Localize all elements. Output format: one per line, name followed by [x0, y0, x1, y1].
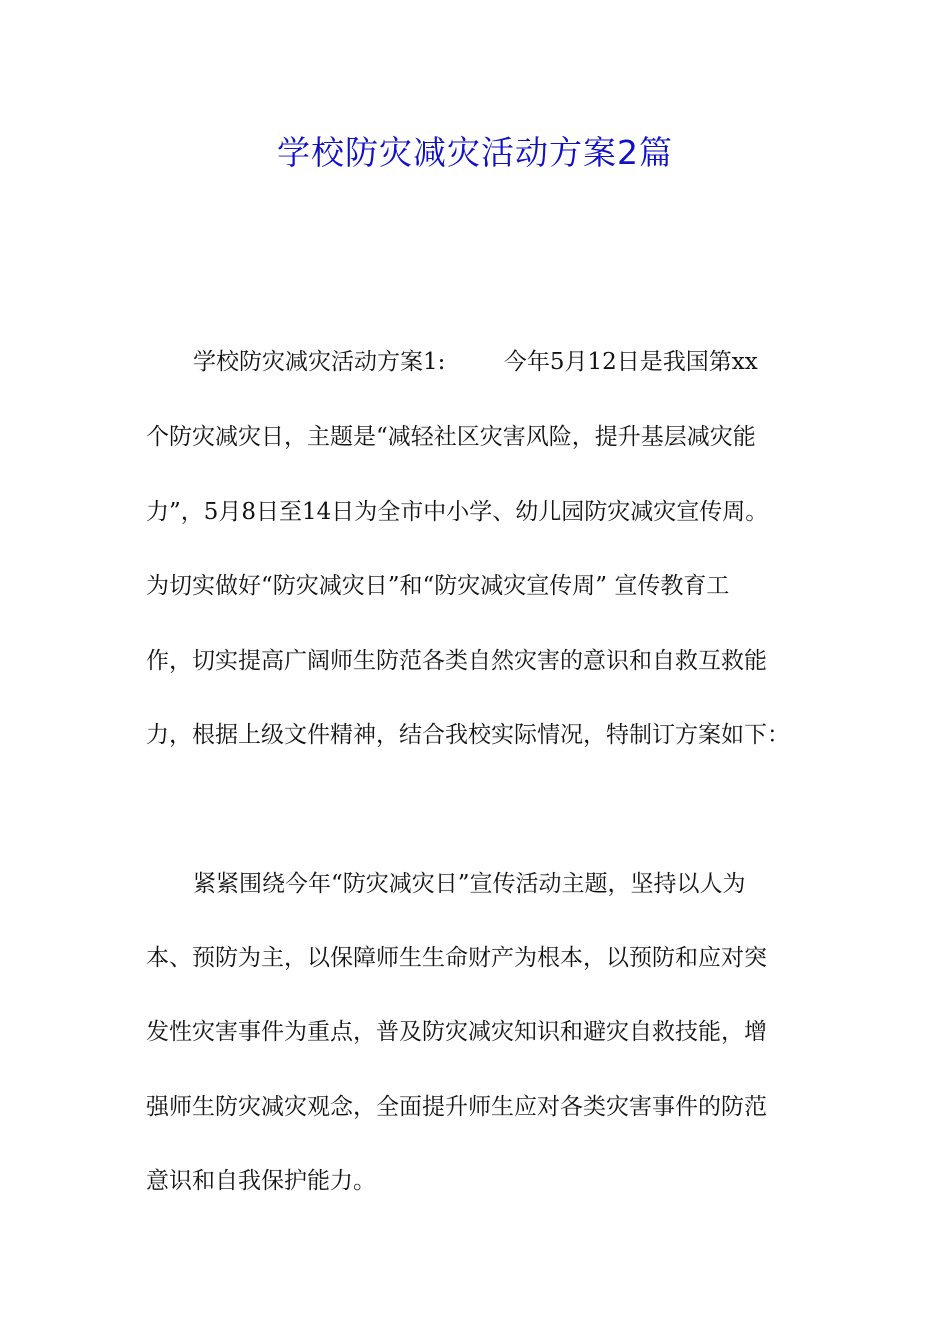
paragraph-line: 为切实做好“防灾减灾日”和“防灾减灾宣传周” 宣传教育工 [146, 573, 730, 599]
document-title: 学校防灾减灾活动方案2篇 [277, 133, 673, 172]
paragraph-line: 意识和自我保护能力。 [146, 1168, 376, 1194]
paragraph-line: 发性灾害事件为重点，普及防灾减灾知识和避灾自救技能，增 [146, 1019, 767, 1045]
paragraph-line: 个防灾减灾日，主题是“减轻社区灾害风险，提升基层减灾能 [146, 424, 756, 450]
paragraph-line: 学校防灾减灾活动方案1: 今年5月12日是我国第xx [193, 349, 758, 375]
paragraph-line: 作，切实提高广阔师生防范各类自然灾害的意识和自救互救能 [146, 648, 767, 674]
paragraph-line: 本、预防为主，以保障师生生命财产为根本，以预防和应对突 [146, 945, 767, 971]
paragraph-line: 力”，5月8日至14日为全市中小学、幼儿园防灾减灾宣传周。 [146, 499, 769, 525]
paragraph-line: 强师生防灾减灾观念，全面提升师生应对各类灾害事件的防范 [146, 1094, 767, 1120]
paragraph-line: 力，根据上级文件精神，结合我校实际情况，特制订方案如下： [146, 722, 790, 748]
paragraph-line: 紧紧围绕今年“防灾减灾日”宣传活动主题，坚持以人为 [193, 871, 746, 897]
